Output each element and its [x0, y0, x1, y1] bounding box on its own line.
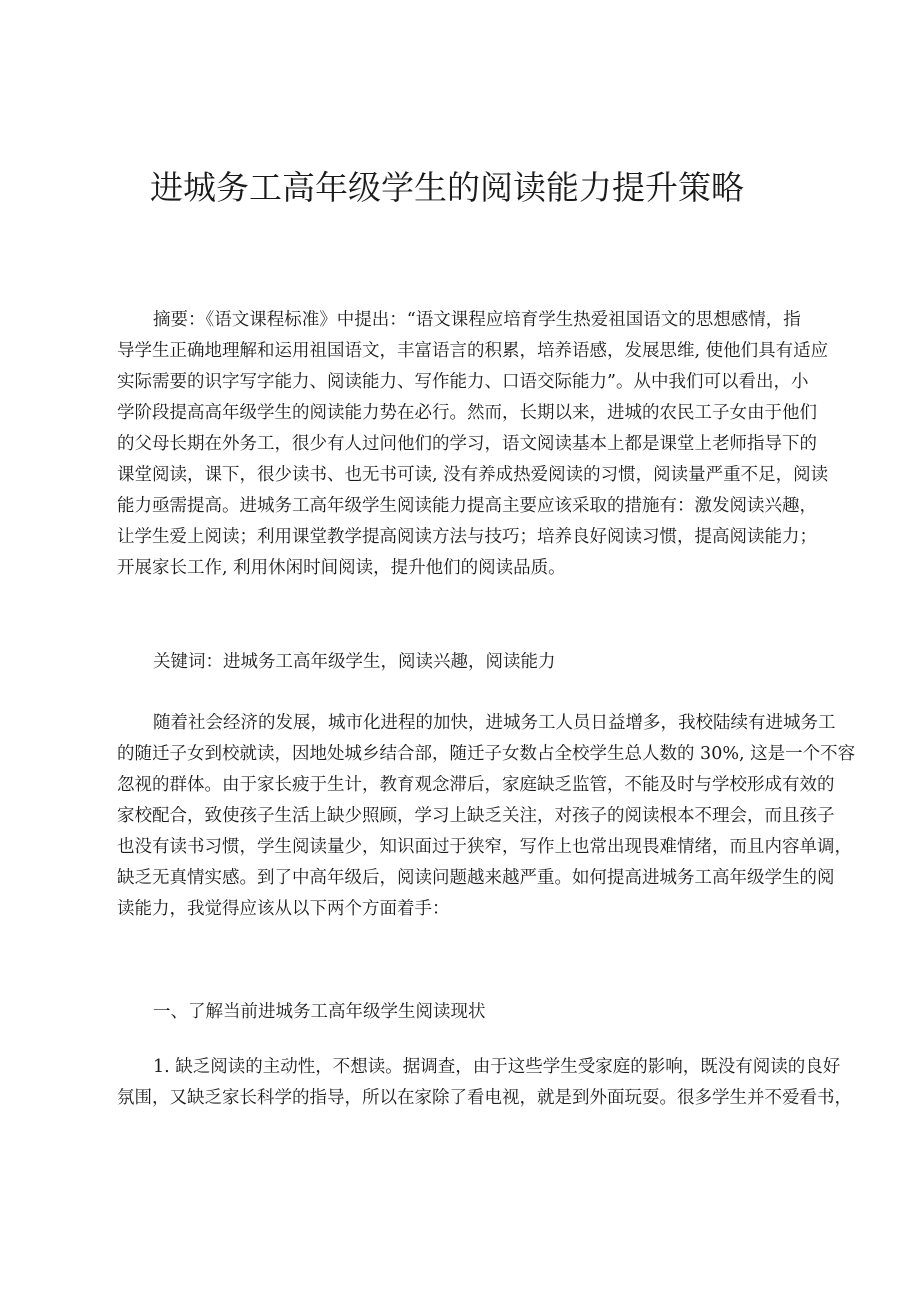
point1-line: 1. 缺乏阅读的主动性，不想读。据调查，由于这些学生受家庭的影响，既没有阅读的良好	[153, 1057, 841, 1077]
abstract-paragraph	[117, 305, 829, 584]
intro-line: 也没有读书习惯，学生阅读量少，知识面过于狭窄，写作上也常出现畏难情绪，而且内容单调，	[117, 837, 852, 857]
keywords-paragraph	[117, 647, 817, 678]
abstract-line: 导学生正确地理解和运用祖国语文，丰富语言的积累，培养语感，发展思维, 使他们具有适应	[117, 341, 829, 361]
keywords-line: 关键词：进城务工高年级学生，阅读兴趣，阅读能力	[153, 652, 556, 672]
abstract-line: 学阶段提高高年级学生的阅读能力势在必行。然而，长期以来，进城的农民工子女由于他们	[117, 403, 817, 423]
intro-line: 随着社会经济的发展，城市化进程的加快，进城务工人员日益增多，我校陆续有进城务工	[153, 713, 836, 733]
abstract-line: 课堂阅读，课下，很少读书、也无书可读, 没有养成热爱阅读的习惯，阅读量严重不足，阅读	[117, 465, 829, 485]
intro-line: 的随迁子女到校就读，因地处城乡结合部，随迁子女数占全校学生总人数的 30%, 这是一个不容	[117, 744, 856, 764]
document-title: 进城务工高年级学生的阅读能力提升策略	[150, 168, 744, 207]
intro-line: 家校配合，致使孩子生活上缺少照顾，学习上缺乏关注，对孩子的阅读根本不理会，而且孩子	[117, 806, 835, 826]
intro-paragraph	[117, 708, 856, 925]
abstract-line: 让学生爱上阅读；利用课堂教学提高阅读方法与技巧；培养良好阅读习惯，提高阅读能力；	[117, 527, 817, 547]
abstract-line: 摘要：《语文课程标准》中提出：“语文课程应培育学生热爱祖国语文的思想感情，指	[153, 310, 801, 330]
intro-line: 忽视的群体。由于家长疲于生计，教育观念滞后，家庭缺乏监管，不能及时与学校形成有效的	[117, 775, 835, 795]
intro-line: 缺乏无真情实感。到了中高年级后，阅读问题越来越严重。如何提高进城务工高年级学生的阅	[117, 868, 835, 888]
point1-line: 氛围，又缺乏家长科学的指导，所以在家除了看电视，就是到外面玩耍。很多学生并不爱看书，	[117, 1088, 852, 1108]
abstract-line: 能力亟需提高。进城务工高年级学生阅读能力提高主要应该采取的措施有：激发阅读兴趣，	[117, 496, 817, 516]
section-heading: 一、了解当前进城务工高年级学生阅读现状	[153, 1002, 486, 1022]
abstract-line: 的父母长期在外务工，很少有人过问他们的学习，语文阅读基本上都是课堂上老师指导下的	[117, 434, 817, 454]
point1-paragraph	[117, 1052, 852, 1114]
intro-line: 读能力，我觉得应该从以下两个方面着手：	[117, 899, 450, 919]
abstract-line: 实际需要的识字写字能力、阅读能力、写作能力、口语交际能力”。从中我们可以看出，小	[117, 372, 809, 392]
abstract-line: 开展家长工作, 利用休闲时间阅读，提升他们的阅读品质。	[117, 558, 566, 578]
